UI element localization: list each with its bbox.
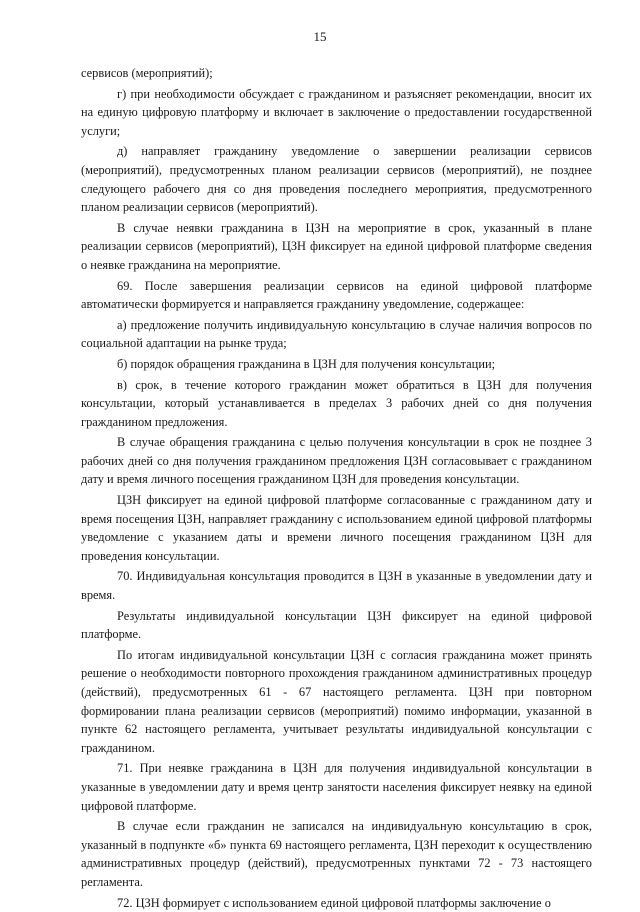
- paragraph-continuation: сервисов (мероприятий);: [81, 66, 213, 80]
- paragraph-69-v: в) срок, в течение которого гражданин может обратиться в ЦЗН для получения консультации, который устанавливается в пределах 3 рабочих дней со дня получения гражданином предложения.: [81, 377, 592, 429]
- paragraph-71: 71. При неявке гражданина в ЦЗН для получения индивидуальной консультации в указанные в уведомлении дату и время центр занятости населения фиксирует неявку на единой цифровой платформе.: [81, 761, 592, 813]
- page-number: 15: [313, 29, 327, 44]
- paragraph-70-results: Результаты индивидуальной консультации ЦЗН фиксирует на единой цифровой платформе.: [81, 608, 592, 642]
- paragraph-69: 69. После завершения реализации сервисов на единой цифровой платформе автоматически формируется и направляется гражданину уведомление, содержащее:: [81, 278, 592, 312]
- paragraph-69-a: а) предложение получить индивидуальную консультацию в случае наличия вопросов по социальной адаптации на рынке труда;: [81, 317, 592, 351]
- paragraph-69-b: б) порядок обращения гражданина в ЦЗН для получения консультации;: [117, 356, 496, 371]
- paragraph-item-d: д) направляет гражданину уведомление о завершении реализации сервисов (мероприятий), предусмотренных планом реализации сервисов (мероприятий), не позднее следующего рабочего дня со дня проведения последнего мероприятия, предусмотренного планом реализации сервисов (мероприятий).: [81, 144, 592, 215]
- paragraph-70: 70. Индивидуальная консультация проводится в ЦЗН в указанные в уведомлении дату и время.: [81, 569, 592, 603]
- paragraph-consultation-notice: ЦЗН фиксирует на единой цифровой платформе согласованные с гражданином дату и время посещения ЦЗН, направляет гражданину с использованием единой цифровой платформы уведомление с указанием даты и времени личного посещения гражданином ЦЗН для проведения консультации.: [81, 493, 592, 563]
- paragraph-71-no-signup: В случае если гражданин не записался на индивидуальную консультацию в срок, указанный в подпункте «б» пункта 69 настоящего регламента, ЦЗН переходит к осуществлению административных процедур (действий), предусмотренных пунктами 72 - 73 настоящего регламента.: [81, 819, 592, 889]
- paragraph-no-show: В случае неявки гражданина в ЦЗН на мероприятие в срок, указанный в плане реализации сервисов (мероприятий), ЦЗН фиксирует на единой цифровой платформе сведения о неявке гражданина на мероприятие.: [81, 220, 592, 272]
- paragraph-70-repeat: По итогам индивидуальной консультации ЦЗН с согласия гражданина может принять решение о необходимости повторного прохождения гражданином административных процедур (действий), предусмотренных 61 - 67 настоящего регламента. ЦЗН при повторном формировании плана реализации сервисов (мероприятий) помимо информации, указанной в пункте 62 настоящего регламента, учитывает результаты индивидуальной консультации с гражданином.: [81, 647, 592, 755]
- document-body: [81, 64, 592, 912]
- paragraph-72: 72. ЦЗН формирует с использованием единой цифровой платформы заключение о: [117, 895, 551, 910]
- paragraph-consultation-request: В случае обращения гражданина с целью получения консультации в срок не позднее 3 рабочих дней со дня получения гражданином предложения ЦЗН согласовывает с гражданином дату и время личного посещения гражданином ЦЗН для проведения консультации.: [81, 435, 592, 487]
- paragraph-item-g: г) при необходимости обсуждает с гражданином и разъясняет рекомендации, вносит их на единую цифровую платформу и включает в заключение о предоставлении государственной услуги;: [81, 86, 592, 138]
